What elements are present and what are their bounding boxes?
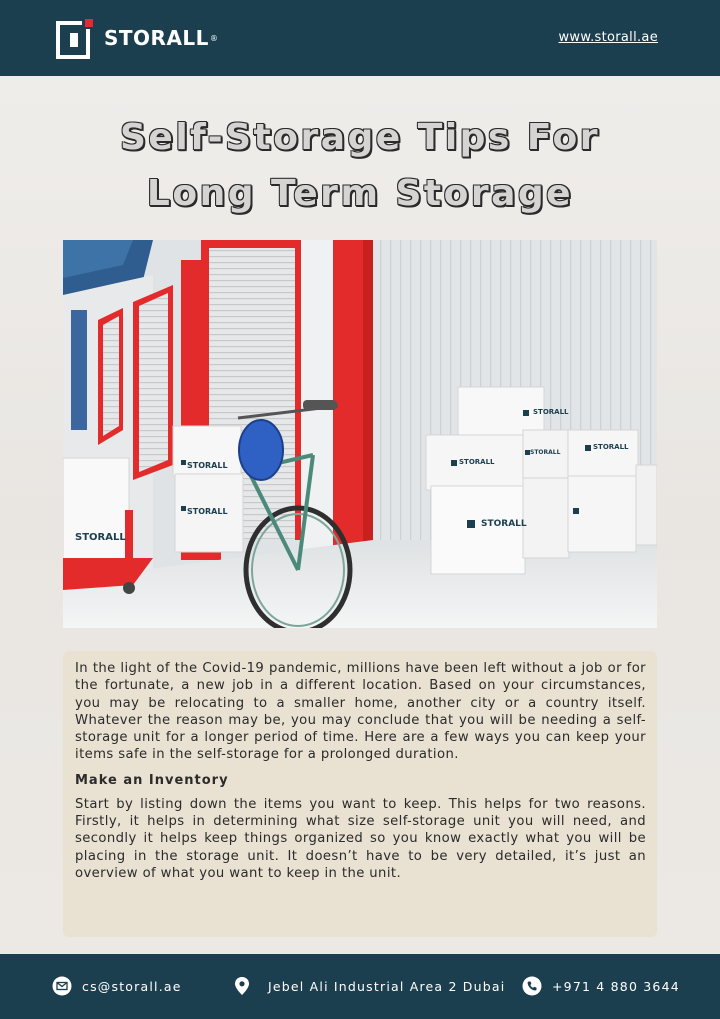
title-line-1: Self-Storage Tips For bbox=[119, 117, 601, 158]
storage-scene-illustration bbox=[63, 240, 657, 628]
address-text: Jebel Ali Industrial Area 2 Dubai bbox=[268, 978, 506, 994]
website-link[interactable]: www.storall.ae bbox=[558, 30, 658, 45]
section-heading: Make an Inventory bbox=[75, 772, 229, 788]
section-paragraph: Start by listing down the items you want to keep. This helps for two reasons. Firstly, it helps in determining what size self-storage unit you will need, and secondly it helps keep things organized so you know exactly what you will be placing in the storage unit. It doesn’t have to be very detailed, it’s just an overview of what you want to keep in the unit. bbox=[75, 796, 646, 881]
storage-photo bbox=[63, 240, 657, 628]
box-brand-label: STORALL bbox=[459, 458, 495, 466]
registered-mark: ® bbox=[209, 33, 218, 43]
box-brand-label: STORALL bbox=[593, 443, 629, 451]
box-brand-label: STORALL bbox=[530, 449, 561, 456]
box-brand-label: STORALL bbox=[533, 408, 569, 416]
box-brand-label: STORALL bbox=[187, 461, 228, 470]
footer-phone[interactable] bbox=[522, 976, 680, 996]
box-brand-label: STORALL bbox=[481, 519, 527, 529]
phone-icon bbox=[522, 976, 542, 996]
header-bar bbox=[0, 0, 720, 76]
storall-logo-icon bbox=[56, 17, 96, 59]
page-title bbox=[0, 110, 720, 222]
mail-icon bbox=[52, 976, 72, 996]
footer-bar bbox=[0, 954, 720, 1019]
intro-paragraph: In the light of the Covid-19 pandemic, millions have been left without a job or for the fortunate, a new job in a different location. Based on your circumstances, you may be relocating to a smaller home, another city or a country itself. Whatever the reason may be, you may conclude that you will be needing a self-storage unit for a longer period of time. Here are a few ways you can keep your items safe in the self-storage for a prolonged duration. bbox=[75, 661, 646, 763]
footer-email[interactable] bbox=[52, 976, 182, 996]
footer-address[interactable] bbox=[232, 976, 505, 996]
phone-text: +971 4 880 3644 bbox=[552, 978, 680, 994]
brand-name: STORALL bbox=[104, 26, 209, 50]
box-brand-label: STORALL bbox=[75, 532, 126, 543]
email-text: cs@storall.ae bbox=[82, 978, 182, 994]
content-card bbox=[63, 651, 657, 937]
brand-logo[interactable] bbox=[56, 17, 218, 59]
box-brand-label: STORALL bbox=[187, 507, 228, 516]
location-pin-icon bbox=[232, 976, 252, 996]
title-line-2: Long Term Storage bbox=[146, 173, 574, 214]
